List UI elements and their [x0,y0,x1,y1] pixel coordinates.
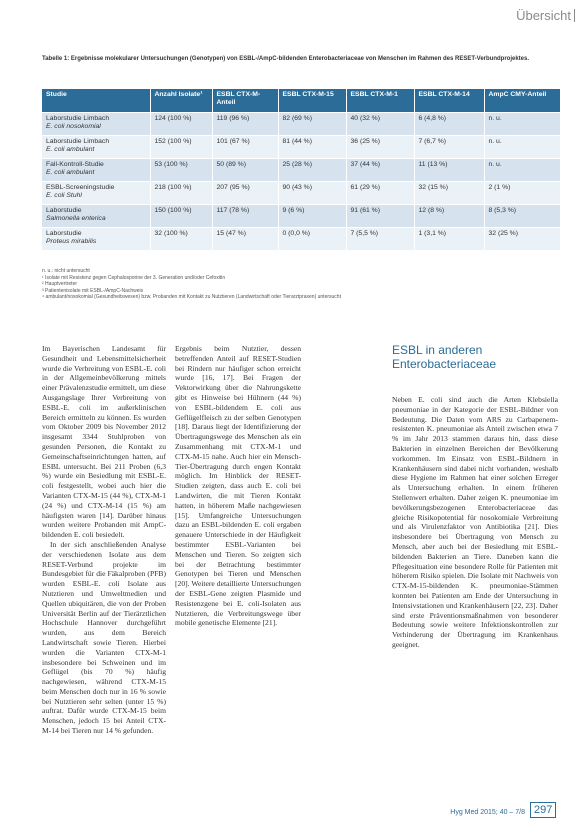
table-cell: 81 (44 %) [278,136,346,159]
column-header: ESBL CTX-M-1 [346,89,414,113]
paragraph: Ergebnis beim Nutztier, dessen betreffenden Anteil auf RESET-Studien bei Rindern nur häufiger schon erreicht wurde [16, 17]. Bei Fragen der Vektorwirkung über die Nahrungskette gibt es Hinweise bei Hühnern (44 %) von ESBL-bildendem E. coli aus Geflügelfleisch zu der selben Genotypen [18]. Daraus liegt der Identifizierung der Übertragungswege des Menschen als ein Zusammenhang mit CTX-M-1 und CTX-M-15 nahe. Auch hier ein Mensch-Tier-Übertragung durch engen Kontakt möglich. Im Hinblick der RESET-Studien zeigten, dass auch E. coli bei Landwirten, die mit Tieren Kontakt hatten, in höherem Maße nachgewiesen [15]. Umfangreiche Untersuchungen dazu an ESBL-bildenden E. coli ergaben genauere Unterschiede in der Häufigkeit bestimmter ESBL-Varianten bei Menschen und Tieren. So zeigten sich bei der Betrachtung bestimmter Genotypen bei Tieren und Menschen [20]. Weitere detaillierte Untersuchungen der ESBL-Gene zeigten Plasmide und Resistenzgene bei E. coli-Isolaten aus Nutztieren, die Verbreitungswege über mobile genetische Elemente [21]. [175,344,301,628]
table-cell: 32 (15 %) [414,182,484,205]
text-column-3 [392,395,558,650]
table-cell: 2 (1 %) [484,182,560,205]
table-row [42,228,560,251]
table-cell: 119 (96 %) [212,113,278,136]
study-name: ESBL-Screeningstudie [46,184,115,191]
table-cell: 8 (5,3 %) [484,205,560,228]
study-cell [42,159,150,182]
section-header [516,8,575,23]
table-cell: 6 (4,8 %) [414,113,484,136]
table-cell: 117 (78 %) [212,205,278,228]
footnote: ² Hauptvertreter [42,281,78,288]
column-header: ESBL CTX-M-14 [414,89,484,113]
table-cell: 91 (61 %) [346,205,414,228]
table-cell: 90 (43 %) [278,182,346,205]
section-label: Übersicht [516,8,571,23]
organism-name: E. coli Stuhl [46,192,82,199]
paragraph: Neben E. coli sind auch die Arten Klebsiella pneumoniae in der Kategorie der ESBL-Bildner von Bedeutung. Die Daten vom ARS zu Carbapenem-resistenten K. pneumoniae als Anteil zwischen etwa 7 % im Jahr 2013 stammen daraus hin, dass diese Bakterien in einzelnen Bereichen der Bevölkerung vorkommen. Im Einsatz von ESBL-Bildnern in Krankenhäusern sind dabei nicht vorhanden, weshalb diese Hygiene im Rahmen hat einer solchen Erreger als Untersuchung erhalten. In einem früheren Stellenwert erhalten. Daher zeigen K. pneumoniae im bevölkerungsbezogenen Enterobacteriaceae das gleiche Risikopotential für nosokomiale Verbreitung und als Virulenzfaktor von Antibiotika [21]. Dies insbesondere bei Übertragung von Mensch zu Mensch, aber auch bei der Besiedlung mit ESBL-bildenden Bakterien an Tiere. Daneben kann die Pflegesituation eine besondere Rolle für Patienten mit höherem Risiko spielen. Die Isolate mit Nachweis von CTX-M-15-bildenden K. pneumoniae-Stämmen konnten bei Patienten am Ende der Untersuchung in Intensivstationen und Krankenhäusern [22, 23]. Daher sind erste Präventionsmaßnahmen von besonderer Bedeutung sowie weitere Infektionskontrollen zur Verhinderung der Übertragung im Krankenhaus geeignet. [392,395,558,649]
column-header: AmpC CMY-Anteil [484,89,560,113]
table-cell: 15 (47 %) [212,228,278,251]
table-cell: 207 (95 %) [212,182,278,205]
page-number: 297 [530,802,556,818]
study-name: Laborstudie [46,230,82,237]
table-cell: 152 (100 %) [150,136,212,159]
column-header: ESBL CTX-M-Anteil [212,89,278,113]
table-cell: 82 (69 %) [278,113,346,136]
study-name: Laborstudie Limbach [46,138,110,145]
table-cell: 124 (100 %) [150,113,212,136]
header-divider [574,9,575,22]
organism-name: E. coli ambulant [46,146,95,153]
journal-citation: Hyg Med 2015; 40 – 7/8 [450,809,525,816]
footnote: ⁴ ambulant/nosokomial (Gesundheitswesen) bzw. Probanden mit Kontakt zu Nutztieren (Landwirtschaft oder Tierarztpraxen) untersucht [42,294,341,301]
text-column-2 [175,344,301,628]
footnote: n. u.: nicht untersucht [42,268,90,274]
section-title: ESBL in anderen Enterobacteriaceae [392,343,497,371]
table-cell: 50 (89 %) [212,159,278,182]
table-header-row [42,89,560,113]
column-header: ESBL CTX-M-15 [278,89,346,113]
table-cell: 7 (6,7 %) [414,136,484,159]
table-cell: 61 (29 %) [346,182,414,205]
organism-name: E. coli nosokomial [46,123,101,130]
organism-name: E. coli ambulant [46,169,95,176]
table-row [42,182,560,205]
organism-name: Salmonella enterica [46,215,106,222]
table-cell: n. u. [484,136,560,159]
table-cell: 36 (25 %) [346,136,414,159]
table-cell: 25 (28 %) [278,159,346,182]
footnote: ³ Patientenisolate mit ESBL-/AmpC-Nachweis [42,287,144,294]
study-cell [42,205,150,228]
table-cell: 0 (0,0 %) [278,228,346,251]
study-cell [42,182,150,205]
table-cell: 101 (67 %) [212,136,278,159]
organism-name: Proteus mirabilis [46,238,97,245]
table-cell: 150 (100 %) [150,205,212,228]
table-row [42,113,560,136]
table-cell: 1 (3,1 %) [414,228,484,251]
study-cell [42,113,150,136]
table-cell: 32 (25 %) [484,228,560,251]
table-cell: 40 (32 %) [346,113,414,136]
table-footnotes [42,268,562,301]
table-cell: 32 (100 %) [150,228,212,251]
table-cell: 9 (6 %) [278,205,346,228]
study-name: Laborstudie [46,207,82,214]
table-cell: 53 (100 %) [150,159,212,182]
table-cell: 37 (44 %) [346,159,414,182]
results-table [42,89,560,250]
table-cell: n. u. [484,113,560,136]
text-column-1 [42,344,166,736]
table-cell: 12 (8 %) [414,205,484,228]
table-cell: 218 (100 %) [150,182,212,205]
study-name: Fall-Kontroll-Studie [46,161,104,168]
study-cell [42,136,150,159]
paragraph: In der sich anschließenden Analyse der verschiedenen Isolate aus dem RESET-Verbund projekte im Bundesgebiet für die Fäkalproben (PFB) wurden ESBL-E. coli Isolate aus Nutztieren und Umweltmedien und Quellen ubiquitären, die von der Proben Universität Berlin auf der Tierärztlichen Hochschule Hannover durchgeführt wurden, aus dem Bereich Landwirtschaft sowie Tieren. Hierbei wurden die Varianten CTX-M-1 insbesondere bei Schweinen und im Geflügel (bis 70 %) häufig nachgewiesen, während CTX-M-15 beim Menschen doch nur in 16 % sowie bei Nutztieren sehr selten (unter 15 %) auftrat. Dafür wurde CTX-M-15 beim Menschen, jedoch 15 bei Anteil CTX-M-14 bei Tieren nur 14 % gefunden. [42,539,166,736]
table-row [42,136,560,159]
table-row [42,205,560,228]
paragraph: Im Bayerischen Landesamt für Gesundheit und Lebensmittelsicherheit wurde die Verbreitung von ESBL-E. coli in der Allgemeinbevölkerung mittels einer Prävalenzstudie ermittelt, um diese Ausgangslage Ihrer Verbreitung von ESBL-E. coli im außerklinischen Bereich ermitteln zu können. Es wurden vom Oktober 2009 bis November 2012 insgesamt 3344 Stuhlproben von gesunden Personen, die Kontakt zu Gemeinschaftseinrichtungen hatten, auf ESBL untersucht. Bei 211 Proben (6,3 %) wurde ein Besiedlung mit ESBL-E. coli festgestellt, wobei auch hier die Varianten CTX-M-15 (44 %), CTX-M-1 (24 %) und CTX-M-14 (15 %) am häufigsten waren [14]. Darüber hinaus wurden weitere Probanden mit AmpC-bildenden E. coli besiedelt. [42,344,166,540]
study-cell [42,228,150,251]
table-cell: 11 (13 %) [414,159,484,182]
table-cell: 7 (5,5 %) [346,228,414,251]
table-row [42,159,560,182]
column-header: Studie [42,89,150,113]
table-caption: Tabelle 1: Ergebnisse molekularer Untersuchungen (Genotypen) von ESBL-/AmpC-bildenden Enterobacteriaceae von Menschen im Rahmen des RESET-Verbundprojektes. [42,56,529,62]
study-name: Laborstudie Limbach [46,115,110,122]
table-cell: n. u. [484,159,560,182]
footnote: ¹ Isolate mit Resistenz gegen Cephalosporine der 3. Generation und/oder Cefoxitin [42,274,226,281]
column-header: Anzahl Isolate¹ [150,89,212,113]
